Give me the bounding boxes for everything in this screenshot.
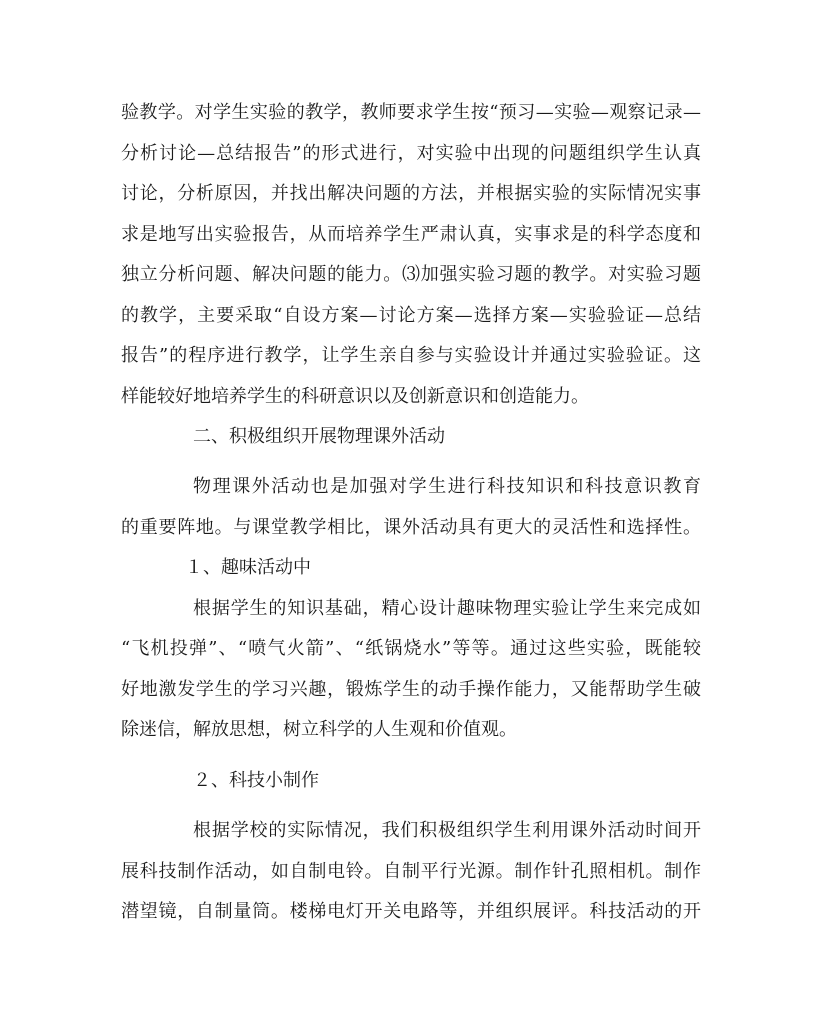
paragraph-line: 好地激发学生的学习兴趣，锻炼学生的动手操作能力，又能帮助学生破 (121, 679, 701, 700)
paragraph-line: 分析讨论—总结报告”的形式进行，对实验中出现的问题组织学生认真 (121, 143, 701, 164)
paragraph-line: 除迷信，解放思想，树立科学的人生观和价值观。 (121, 719, 517, 740)
paragraph-line: 讨论，分析原因，并找出解决问题的方法，并根据实验的实际情况实事 (121, 183, 701, 204)
paragraph-line: 求是地写出实验报告，从而培养学生严肃认真，实事求是的科学态度和 (121, 224, 701, 245)
subsection-heading: １、趣味活动中 (185, 557, 311, 578)
paragraph-line: 验教学。对学生实验的教学，教师要求学生按“预习—实验—观察记录— (121, 102, 701, 123)
paragraph-line: 报告”的程序进行教学，让学生亲自参与实验设计并通过实验验证。这 (121, 345, 701, 366)
paragraph-line: 样能较好地培养学生的科研意识以及创新意识和创造能力。 (121, 386, 589, 407)
paragraph-line: 根据学生的知识基础，精心设计趣味物理实验让学生来完成如 (193, 598, 701, 619)
paragraph-line: 展科技制作活动，如自制电铃。自制平行光源。制作针孔照相机。制作 (121, 861, 701, 882)
paragraph-line: 潜望镜，自制量筒。楼梯电灯开关电路等，并组织展评。科技活动的开 (121, 901, 701, 922)
paragraph-line: 根据学校的实际情况，我们积极组织学生利用课外活动时间开 (193, 820, 701, 841)
paragraph-line: 物理课外活动也是加强对学生进行科技知识和科技意识教育 (193, 476, 701, 497)
section-heading: 二、积极组织开展物理课外活动 (193, 426, 445, 447)
paragraph-line: 的重要阵地。与课堂教学相比，课外活动具有更大的灵活性和选择性。 (121, 517, 701, 538)
subsection-heading: ２、科技小制作 (193, 770, 319, 791)
paragraph-line: 的教学，主要采取“自设方案—讨论方案—选择方案—实验验证—总结 (121, 305, 701, 326)
paragraph-line: “飞机投弹”、“喷气火箭”、“纸锅烧水”等等。通过这些实验，既能较 (121, 638, 701, 659)
paragraph-line: 独立分析问题、解决问题的能力。⑶加强实验习题的教学。对实验习题 (121, 264, 701, 285)
